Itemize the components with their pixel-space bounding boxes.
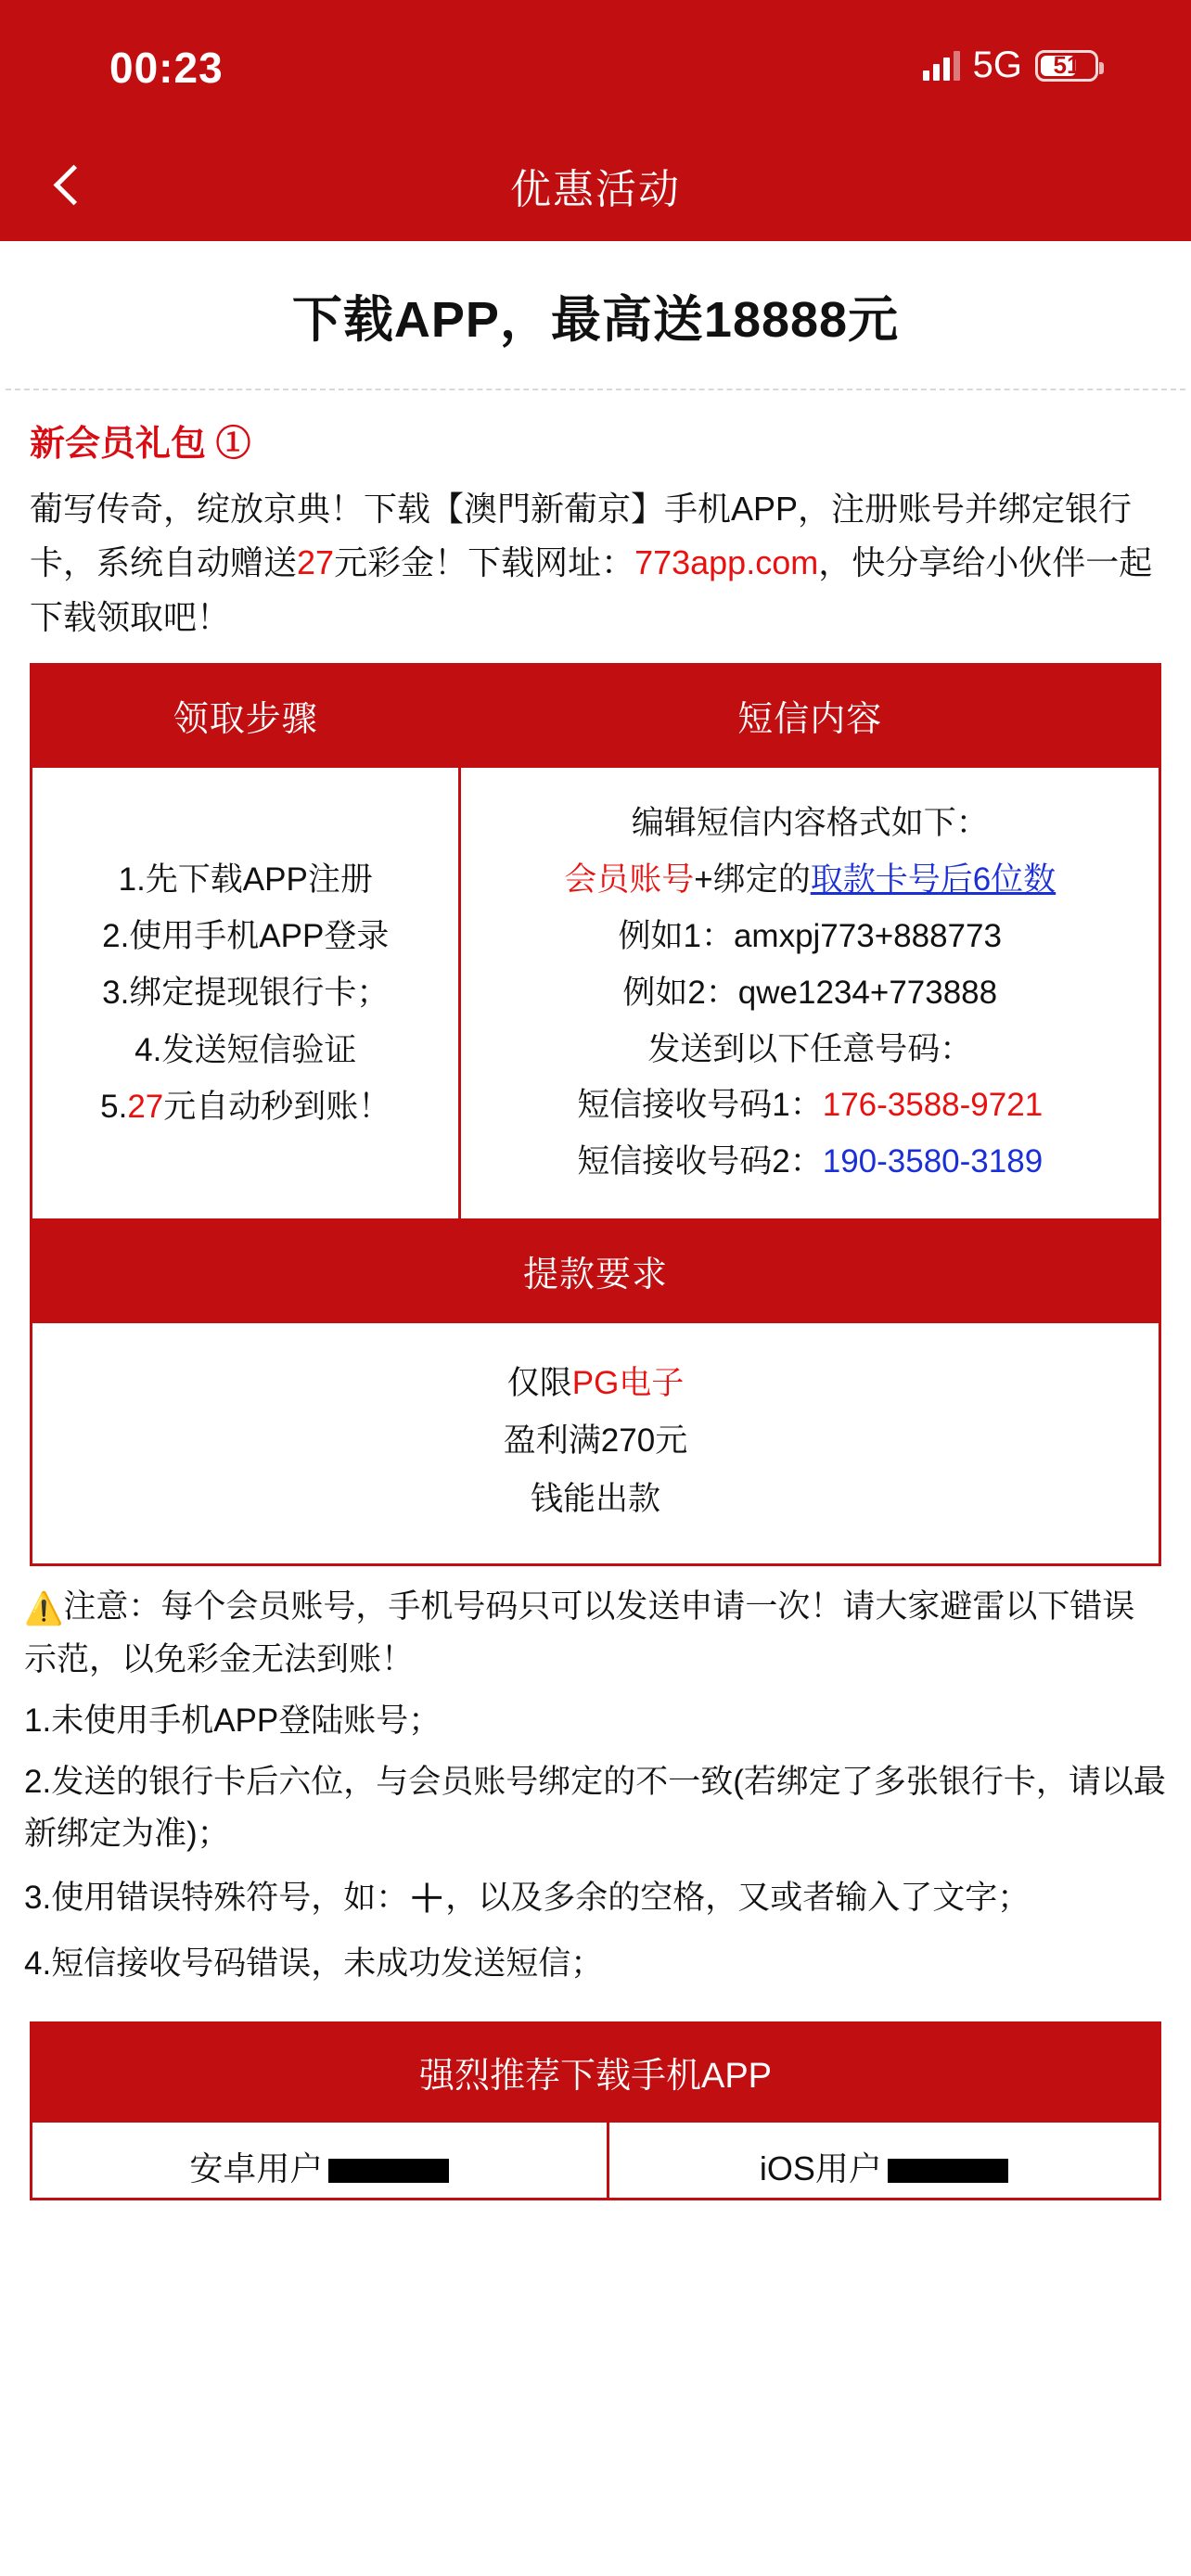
note3-part-1: 3.使用错误特殊符号，如： xyxy=(24,1880,409,1917)
ios-label: iOS用户 xyxy=(759,2149,882,2188)
table-row xyxy=(32,766,1160,1219)
table-row xyxy=(32,2023,1160,2122)
battery-percent-label: 51 xyxy=(1053,51,1081,79)
download-table-header: 强烈推荐下载手机APP xyxy=(32,2023,1160,2122)
bonus-amount: 27 xyxy=(297,543,335,582)
note3-part-2: ，以及多余的空格，又或者输入了文字； xyxy=(445,1880,1031,1917)
receiver1-number[interactable]: 176-3588-9721 xyxy=(822,1087,1044,1124)
redaction-bar xyxy=(888,2159,1008,2183)
table-header-withdraw: 提款要求 xyxy=(32,1220,1160,1322)
steps-cell xyxy=(32,766,460,1219)
battery-icon xyxy=(1035,50,1098,82)
warning-icon: ⚠️ xyxy=(24,1591,64,1627)
note-item-3 xyxy=(24,1869,1167,1929)
note-item: 2.发送的银行卡后六位，与会员账号绑定的不一致(若绑定了多张银行卡，请以最新绑定为准)； xyxy=(24,1764,1166,1853)
receiver2-label: 短信接收号码2： xyxy=(577,1143,823,1180)
step5-suffix: 元自动秒到账！ xyxy=(163,1088,391,1125)
step-item: 1.先下载APP注册 xyxy=(118,861,373,898)
sms-format-plus: +绑定的 xyxy=(694,861,811,898)
sms-format-card: 取款卡号后6位数 xyxy=(810,861,1057,898)
withdraw-prefix: 仅限 xyxy=(506,1365,572,1402)
note-warning xyxy=(24,1581,1167,1686)
chevron-left-icon[interactable] xyxy=(46,159,102,219)
network-type-label: 5G xyxy=(972,45,1022,85)
download-website-link[interactable]: 773app.com xyxy=(634,543,819,582)
section-heading: 新会员礼包 ① xyxy=(30,425,251,464)
status-bar-clock: 00:23 xyxy=(109,44,224,92)
withdraw-line-1 xyxy=(44,1355,1147,1412)
receiver1-label: 短信接收号码1： xyxy=(577,1087,823,1124)
notes-section xyxy=(0,1566,1191,1990)
promo-steps-table xyxy=(30,663,1161,1566)
step-item: 4.发送短信验证 xyxy=(134,1031,357,1068)
note-item: 4.短信接收号码错误，未成功发送短信； xyxy=(24,1945,604,1983)
redaction-bar xyxy=(328,2159,449,2183)
nav-bar xyxy=(0,139,1191,241)
receiver2-number[interactable]: 190-3580-3189 xyxy=(822,1143,1044,1180)
sms-title: 编辑短信内容格式如下： xyxy=(631,804,989,841)
status-bar-indicators xyxy=(923,45,1098,86)
page-title-nav: 优惠活动 xyxy=(510,167,681,212)
paragraph-part-2: 元彩金！下载网址： xyxy=(334,543,635,582)
sms-example-1: 例如1：amxpj773+888773 xyxy=(618,917,1002,954)
table-row xyxy=(32,1220,1160,1322)
promo-headline: 下载APP，最高送18888元 xyxy=(291,292,900,348)
download-recommend-table xyxy=(30,2021,1161,2200)
table-row xyxy=(32,664,1160,766)
sms-example-2: 例如2：qwe1234+773888 xyxy=(622,974,998,1011)
table-header-sms: 短信内容 xyxy=(460,664,1160,766)
sms-cell xyxy=(460,766,1160,1219)
sms-receiver-1 xyxy=(472,1078,1147,1134)
withdraw-line-3: 钱能出款 xyxy=(530,1480,660,1517)
ios-user-cell xyxy=(608,2122,1159,2200)
withdraw-requirements-cell xyxy=(32,1322,1160,1565)
step5-amount: 27 xyxy=(127,1088,164,1125)
sms-format xyxy=(472,852,1147,909)
android-user-cell xyxy=(32,2122,608,2200)
step5-prefix: 5. xyxy=(100,1088,128,1125)
withdraw-line-2: 盈利满270元 xyxy=(503,1422,688,1460)
withdraw-highlight: PG电子 xyxy=(571,1365,685,1402)
table-row xyxy=(32,1322,1160,1565)
step-item: 2.使用手机APP登录 xyxy=(102,918,390,955)
sms-receiver-2 xyxy=(472,1134,1147,1191)
sms-format-account: 会员账号 xyxy=(564,861,695,898)
section-paragraph xyxy=(30,482,1161,644)
sms-send-to: 发送到以下任意号码： xyxy=(647,1030,973,1067)
paragraph-part-3: ，快分享给小伙伴一起下载领取吧！ xyxy=(30,543,1153,636)
page-content xyxy=(0,241,1191,2219)
note-item: 1.未使用手机APP登陆账号； xyxy=(24,1702,442,1740)
plus-symbol-icon: ＋ xyxy=(408,1879,446,1920)
android-label: 安卓用户 xyxy=(189,2149,324,2188)
paragraph-part-1: 葡写传奇，绽放京典！下载【澳門新葡京】手机APP，注册账号并绑定银行卡，系统自动赠送 xyxy=(30,490,1133,582)
status-bar xyxy=(0,0,1191,139)
table-header-steps: 领取步骤 xyxy=(32,664,460,766)
note-warning-text: 注意：每个会员账号，手机号码只可以发送申请一次！请大家避雷以下错误示范，以免彩金无法到账！ xyxy=(24,1588,1135,1678)
table-row xyxy=(32,2122,1160,2200)
signal-bars-icon xyxy=(923,51,960,81)
new-member-gift-section xyxy=(0,390,1191,644)
step-item-5 xyxy=(44,1078,447,1135)
step-item: 3.绑定提现银行卡； xyxy=(102,975,390,1012)
